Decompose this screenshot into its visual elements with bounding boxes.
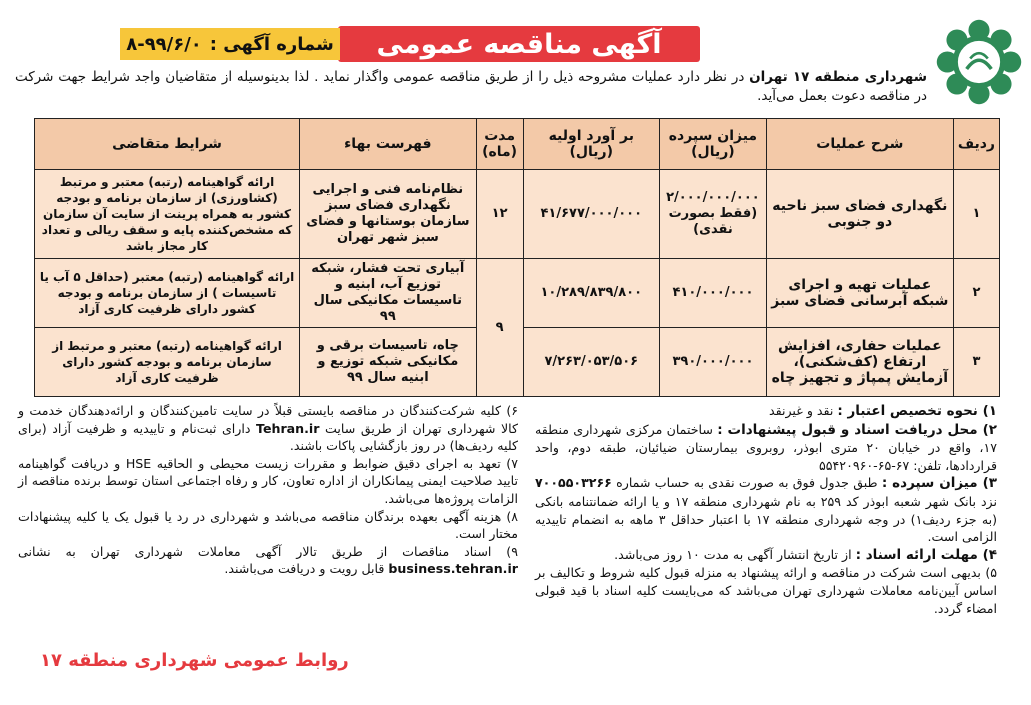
table-header-row (35, 119, 1000, 170)
header-duration: مدت (ماه) (476, 119, 523, 170)
intro-paragraph (15, 68, 927, 106)
cell-row-number: ۱ (953, 170, 999, 259)
cell-pricelist: آبیاری تحت فشار، شبکه توزیع آب، ابنیه و تاسیسات مکانیکی سال ۹۹ (300, 259, 477, 328)
cell-conditions: ارائه گواهینامه (رتبه) معتبر و مرتبط از سازمان برنامه و بودجه کشور دارای ظرفیت کاری آزاد (35, 328, 300, 397)
ad-number-label: شماره آگهی : (209, 33, 334, 55)
cell-estimate: ۴۱/۶۷۷/۰۰۰/۰۰۰ (523, 170, 659, 259)
term-3-text-b: نزد بانک شهر شعبه ابوذر کد ۲۵۹ به نام شهرداری منطقه ۱۷ و یا ارائه ضمانتنامه بانکی (به جزء ردیف۱) در وجه شهرداری منطقه ۱۷ با اعتبار حداقل ۳ ماهه به انضمام تاییدیه الزامی است. (535, 493, 998, 545)
term-3-account: ۷۰۰۵۵۰۳۲۶۶ (535, 475, 612, 491)
cell-duration: ۹ (476, 259, 523, 397)
term-2 (535, 421, 997, 475)
term-6-text-b: دارای ثبت‌نام و تاییدیه و ظرفیت آزاد (برای کلیه ردیف‌ها) در روز بازگشایی پاکات باشند. (18, 420, 518, 454)
term-4 (535, 546, 997, 565)
cell-estimate: ۷/۲۶۳/۰۵۳/۵۰۶ (523, 328, 659, 397)
cell-pricelist: چاه، تاسیسات برقی و مکانیکی شبکه توزیع و ابنیه سال ۹۹ (300, 328, 477, 397)
term-3-heading: ۳) میزان سپرده : (881, 475, 998, 492)
term-6 (18, 402, 518, 455)
term-6-site-link[interactable]: Tehran.ir (256, 420, 320, 436)
cell-duration: ۱۲ (476, 170, 523, 259)
intro-org: شهرداری منطقه ۱۷ تهران (749, 69, 927, 85)
table-row (35, 170, 1000, 259)
intro-text: در نظر دارد عملیات مشروحه ذیل را از طریق مناقصه عمومی واگذار نماید . لذا بدینوسیله از متقاضیان واجد شرایط جهت شرکت در مناقصه دعوت بعمل می‌آید. (15, 69, 927, 104)
term-1-text: نقد و غیرنقد (769, 403, 838, 418)
header-pricelist: فهرست بهاء (300, 119, 477, 170)
term-3 (535, 474, 997, 545)
tenders-table (34, 118, 1000, 397)
term-4-heading: ۴) مهلت ارائه اسناد : (855, 546, 997, 563)
terms-right-column (535, 402, 997, 617)
cell-row-number: ۳ (953, 328, 999, 397)
term-8: ۸) هزینه آگهی بعهده برندگان مناقصه می‌باشد و شهرداری در رد یا قبول یک یا کلیه پیشنهادات مختار است. (18, 508, 518, 542)
term-9 (18, 543, 518, 578)
ad-number-box (120, 28, 340, 60)
term-3-text-a: طبق جدول فوق به صورت نقدی به حساب شماره (611, 475, 882, 491)
term-6-text-a: ۶) کلیه شرکت‌کنندگان در مناقصه بایستی قبلاً در سایت تامین‌کنندگان و ارائه‌دهندگان خدمت و کالا شهرداری تهران از طریق سایت (18, 403, 518, 436)
term-2-heading: ۲) محل دریافت اسناد و قبول پیشنهادات : (717, 421, 997, 438)
table-row (35, 259, 1000, 328)
cell-deposit: ۴۱۰/۰۰۰/۰۰۰ (659, 259, 766, 328)
cell-description: نگهداری فضای سبز ناحیه دو جنوبی (766, 170, 953, 259)
term-4-text: از تاریخ انتشار آگهی به مدت ۱۰ روز می‌باشد. (614, 546, 856, 562)
header-description: شرح عملیات (766, 119, 953, 170)
ad-number-value: ۸-۹۹/۶/۰ (126, 33, 202, 55)
cell-description: عملیات حفاری، افزایش ارتفاع (کف‌شکنی)، آزمایش پمپاژ و تجهیز چاه (766, 328, 953, 397)
header-conditions: شرایط متقاضی (35, 119, 300, 170)
header-deposit: میزان سپرده (ریال) (659, 119, 766, 170)
term-9-text-a: ۹) اسناد مناقصات از طریق تالار آگهی معاملات شهرداری تهران به نشانی (18, 543, 518, 559)
cell-pricelist: نظام‌نامه فنی و اجرایی نگهداری فضای سبز سازمان بوستانها و فضای سبز شهر تهران (300, 170, 477, 259)
cell-conditions: ارائه گواهینامه (رتبه) معتبر و مرتبط (کشاورزی) از سازمان برنامه و بودجه کشور به همراه پرینت از سایت آن سازمان که مشخص‌کننده پایه و سقف ریالی و تعداد کار مجاز باشد (35, 170, 300, 259)
term-9-site-link[interactable]: business.tehran.ir (388, 561, 518, 577)
term-5: ۵) بدیهی است شرکت در مناقصه و ارائه پیشنهاد به منزله قبول کلیه شروط و تکالیف بر اساس آیین‌نامه معاملات شهرداری تهران می‌باشد که می‌بایست کلیه اسناد با قید قبولی امضاء گردد. (535, 565, 997, 616)
cell-estimate: ۱۰/۲۸۹/۸۳۹/۸۰۰ (523, 259, 659, 328)
header-row-number: ردیف (953, 119, 999, 170)
term-9-text-b: قابل رویت و دریافت می‌باشند. (224, 561, 389, 577)
cell-deposit: ۲/۰۰۰/۰۰۰/۰۰۰ (فقط بصورت نقدی) (659, 170, 766, 259)
term-1 (535, 402, 997, 421)
term-2-text: ساختمان مرکزی شهرداری منطقه ۱۷، واقع در خیابان ۲۰ متری ابوذر، روبروی بیمارستان ضیائیان، طبقه دوم، واحد قراردادها، تلفن: ۶۷-۶۵-۵۵۴۲۰۹۶۰ (535, 421, 998, 473)
tehran-municipality-logo-icon (935, 18, 1023, 106)
terms-left-column (18, 402, 518, 578)
footer-signature: روابط عمومی شهرداری منطقه ۱۷ (40, 650, 349, 671)
ad-title-banner (338, 26, 700, 62)
term-1-heading: ۱) نحوه تخصیص اعتبار : (837, 403, 997, 419)
ad-title: آگهی مناقصه عمومی (376, 28, 662, 60)
header-estimate: بر آورد اولیه (ریال) (523, 119, 659, 170)
cell-conditions: ارائه گواهینامه (رتبه) معتبر (حداقل ۵ آب یا تاسیسات ) از سازمان برنامه و بودجه کشور دارای ظرفیت کاری آزاد (35, 259, 300, 328)
term-7: ۷) تعهد به اجرای دقیق ضوابط و مقررات زیست محیطی و الحاقیه HSE و دریافت گواهینامه تایید صلاحیت ایمنی پیمانکاران از اداره تعاون، کار و رفاه اجتماعی استان توسط برنده مناقصه از الزامات پروژه‌ها می‌باشد. (18, 455, 518, 506)
cell-description: عملیات تهیه و اجرای شبکه آبرسانی فضای سبز (766, 259, 953, 328)
cell-deposit: ۳۹۰/۰۰۰/۰۰۰ (659, 328, 766, 397)
cell-row-number: ۲ (953, 259, 999, 328)
